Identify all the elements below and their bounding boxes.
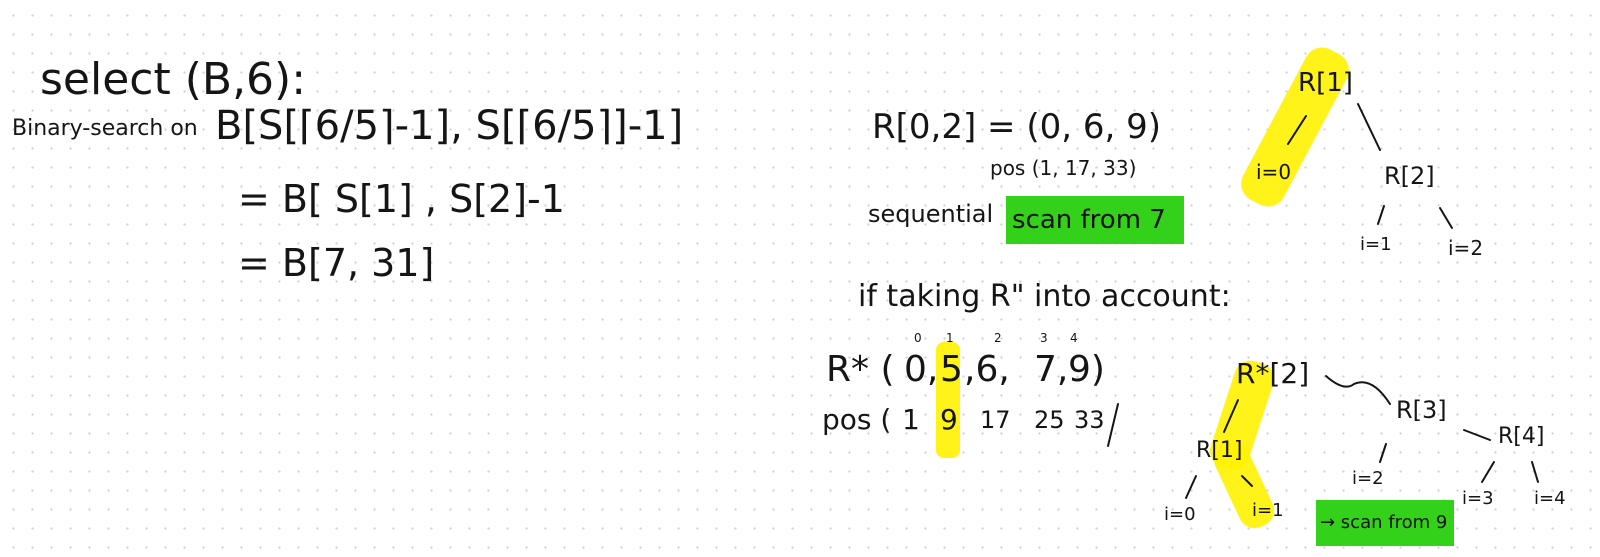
tree1-root: R[1] — [1298, 68, 1353, 98]
pos-value-1: 9 — [940, 403, 958, 436]
tree1-rr-right-leaf: i=2 — [1448, 236, 1484, 260]
tree1-edge-right-left — [1378, 206, 1384, 224]
pos-value-2: 17 — [980, 406, 1011, 434]
tree2-edge-root-left — [1224, 400, 1238, 432]
tree1-edge-right-right — [1440, 208, 1452, 228]
pos-prefix: pos ( — [822, 403, 892, 436]
rstar-value-2: ,6, — [964, 349, 1010, 390]
pos-closing-stroke — [1108, 404, 1118, 446]
binary-search-expression: B[S[⌈6/5⌉-1], S[⌈6/5⌉]-1] — [215, 103, 684, 149]
rstar-value-1: 5 — [940, 349, 963, 390]
tree1-edge-root-left — [1288, 116, 1306, 144]
index-3: 3 — [1040, 331, 1048, 345]
tree2-rl-leaf: i=2 — [1352, 468, 1384, 489]
scan-from-9-highlight: → scan from 9 — [1316, 500, 1454, 546]
rstar-value-0: 0, — [904, 349, 939, 390]
taking-r-heading: if taking R" into account: — [858, 279, 1231, 314]
rstar-value-4: 9) — [1068, 349, 1105, 390]
rstar-prefix: R* ( — [826, 349, 895, 390]
rstar-value-3: 7, — [1034, 349, 1069, 390]
tree1-right-node: R[2] — [1384, 162, 1435, 190]
tree2-root: R*[2] — [1236, 357, 1310, 390]
tree2-left-node: R[1] — [1196, 438, 1243, 463]
tree2-edge-right-far — [1464, 430, 1490, 440]
pos-array-expression: pos (1, 17, 33) — [990, 156, 1137, 180]
tree2-edge-left-left — [1186, 476, 1196, 498]
tree2-edge-right-left — [1380, 444, 1386, 462]
sequential-label: sequential — [868, 200, 994, 228]
tree2-right-node: R[3] — [1396, 396, 1447, 424]
pos-value-3: 25 — [1034, 406, 1065, 434]
tree2-edge-left-right — [1242, 476, 1252, 486]
index-2: 2 — [994, 331, 1002, 345]
tree2-lr-leaf: i=1 — [1252, 500, 1284, 521]
tree1-left-leaf: i=0 — [1256, 160, 1292, 184]
step-three-expression: = B[7, 31] — [238, 241, 435, 285]
tree2-edge-root-right — [1326, 376, 1390, 404]
index-4: 4 — [1070, 331, 1078, 345]
tree2-ll-leaf: i=0 — [1164, 504, 1196, 525]
step-two-expression: = B[ S[1] , S[2]-1 — [238, 177, 565, 221]
tree2-edge-far-right — [1532, 462, 1538, 482]
scan-from-7-highlight: scan from 7 — [1006, 196, 1184, 244]
tree2-fl-leaf: i=3 — [1462, 488, 1494, 509]
select-title: select (B,6): — [40, 54, 307, 105]
tree2-far-node: R[4] — [1498, 424, 1545, 449]
index-0: 0 — [914, 331, 922, 345]
r-array-expression: R[0,2] = (0, 6, 9) — [872, 107, 1161, 147]
tree1-edge-root-right — [1358, 104, 1380, 150]
tree2-edge-far-left — [1482, 462, 1494, 482]
index-1: 1 — [946, 331, 954, 345]
tree2-fr-leaf: i=4 — [1534, 488, 1566, 509]
tree1-rr-left-leaf: i=1 — [1360, 234, 1392, 255]
binary-search-prefix: Binary-search on — [12, 116, 198, 141]
pos-value-4: 33 — [1074, 406, 1105, 434]
pos-value-0: 1 — [902, 403, 920, 436]
